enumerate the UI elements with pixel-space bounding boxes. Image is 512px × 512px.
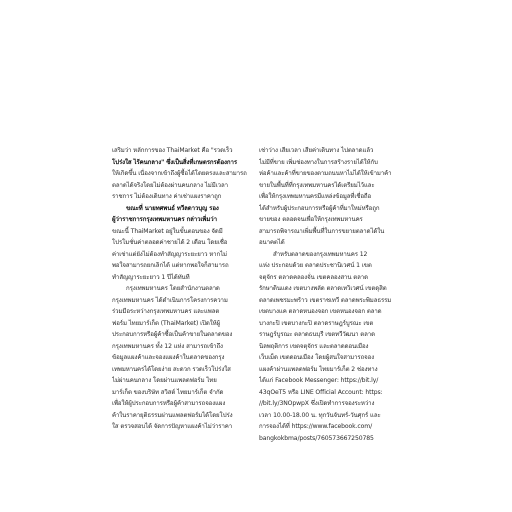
text-line: ผู้ว่าราชการกรุงเทพมหานคร กล่าวเพิ่มว่า — [112, 216, 217, 223]
text-line: บางกะปิ เขตบางกะปิ ตลาดราษฎร์บูรณะ เขต — [259, 319, 374, 327]
text-line: กรุงเทพมหานคร ได้ดำเนินการโครงการความ — [112, 296, 228, 304]
text-line: นิลพฤติการ เขตจตุจักร และตลาดดอนเมือง — [259, 342, 369, 350]
text-line: มาร์เก็ต ของบริษัท สวิสต์ ไทยมาร์เก็ต จำกัด — [112, 388, 224, 396]
text-line: ไม่ผ่านคนกลาง โดยผ่านแพลตฟอร์ม ไทย — [112, 377, 217, 384]
text-line: โปรโมชั่นค่าตลอดค่าชายได้ 2 เดือน โดยเชื่อ — [112, 239, 228, 246]
text-line: ขณะที่ นายทศพนธ์ ทวีลดาวบุญ รอง — [126, 204, 219, 212]
text-line: ใส ตรวจสอบได้ จัดการปัญหาแผงค้าไม่ว่าราคา — [112, 423, 233, 430]
text-line: จตุจักร ตลาดคลองจั่น เขตคลองสาน ตลาด — [259, 273, 368, 281]
text-line: ให้เกิดขึ้น เนื่องจากเข้าถึงผู้ซื้อได้โดยตรงและสามารถ — [112, 170, 247, 177]
text-line: ขายในพื้นที่ที่กรุงเทพมหานครได้เตรียมไว้และ — [259, 181, 375, 189]
text-line: การจองได้ที่ https://www.facebook.com/ — [259, 423, 373, 430]
text-line: กรุงเทพมหานคร โดยสำนักงานตลาด — [126, 285, 220, 292]
text-line: ราษฎร์บูรณะ ตลาดธนบุรี เขตทวีวัฒนา ตลาด — [259, 331, 375, 338]
text-line: แผงค้าผ่านแพลตฟอร์ม ไทยมาร์เก็ต 2 ช่องทาง — [259, 365, 378, 373]
text-line: สำหรับตลาดของกรุงเทพมหานคร 12 — [273, 250, 368, 258]
text-line: ขณะนี้ ThaiMarket อยู่ในขั้นตอนของ จัดมี — [112, 227, 223, 235]
text-line: 43qOeT5 หรือ LINE Official Account: https: — [259, 388, 383, 396]
text-line: เช่าว่าง เสียเวลา เสียค่าเดินทาง ไปตลาดแล้ว — [259, 147, 374, 154]
text-line: ราชการ ไม่ต้องเดินทาง ค่าเช่าแผงราคาถูก — [112, 193, 222, 200]
article-column-right — [259, 145, 401, 444]
text-line: ฟอร์ม ไทยมาร์เก็ต (ThaiMarket) เปิดให้ผู้ — [112, 319, 220, 327]
text-line: ทำสัญญาระยะยาว 1 ปีได้ทันที — [112, 273, 190, 281]
text-line: โปร่งใส ไร้คนกลาง" ซึ่งเป็นสิ่งที่เกษตรกรต้องการ — [112, 158, 238, 166]
text-line: เพื่อให้ผู้ประกอบการหรือผู้ค้าสามารถจองแผง — [112, 400, 226, 407]
text-line: เว็บเม็ด เขตดอนเมือง โดยผู้สนใจสามารถจอง — [259, 354, 375, 361]
text-line: ข้อมูลแผงค้าและจองแผงค้าในตลาดของกรุง — [112, 354, 225, 361]
text-line: แห่ง ประกอบด้วย ตลาดประชานิเวศน์ 1 เขต — [259, 262, 372, 269]
text-line: กรุงเทพมหานคร ทั้ง 12 แห่ง สามารถเข้าถึง — [112, 342, 223, 350]
text-line: เสริมว่า หลักการของ ThaiMarket คือ "รวดเร็ว — [112, 147, 233, 154]
text-line: พอใจสามารถยกเลิกได้ แต่หากพอใจก็สามารถ — [112, 262, 229, 269]
text-line: ขายของ ตลอดจนเพื่อให้กรุงเทพมหานคร — [259, 216, 363, 223]
text-line: ตลาดเพชรมะพร้าว เขตราชเทวี ตลาดพระพิมลธรรม — [259, 296, 392, 304]
text-line: เทพมหานครได้โดยง่าย สะดวก รวดเร็วโปร่งใส — [112, 365, 231, 373]
text-line: //bit.ly/3NOpwpX ซึ่งเปิดทำการจองระหว่าง — [259, 400, 375, 407]
text-line: รักษาดินแดง เขตบางพลัด ตลาดเทวิเวศน์ เขตดุสิต — [259, 285, 387, 292]
text-line: ได้สำหรับผู้ประกอบการหรือผู้ค้าที่มาใหม่หรือถูก — [259, 204, 380, 212]
article-column-left — [112, 145, 250, 433]
text-line: ประกอบการหรือผู้ค้าซื้อเป็นค้าขายในตลาดของ — [112, 331, 233, 338]
text-line: สามารถพิจารณาเพิ่มพื้นที่ในการขยายตลาดได้ใน — [259, 227, 385, 235]
text-line: ตลาดได้จริงโดยไม่ต้องผ่านคนกลาง ไม่มีเวลา — [112, 181, 228, 189]
text-line: ได้แก่ Facebook Messenger: https://bit.ly/ — [259, 377, 379, 384]
text-line: bangkokbma/posts/760573667250785 — [259, 434, 374, 442]
text-line: ไม่มีที่ขาย เพิ่มช่องทางในการสร้างรายได้ให้กับ — [259, 158, 378, 166]
text-line: ค้าในราคายุติธรรมผ่านแพลตฟอร์มได้โดยโปร่ง — [112, 411, 233, 419]
text-line: เวลา 10.00-18.00 น. ทุกวันจันทร์-วันศุกร์ และ — [259, 411, 381, 419]
text-line: เพื่อให้กรุงเทพมหานครมีแหล่งข้อมูลที่เชื่อถือ — [259, 193, 372, 200]
text-line: ค่าเช่าแต่ยังไม่ต้องทำสัญญาระยะยาว หากไม่ — [112, 250, 227, 258]
text-line: เขตบางแค ตลาดหนองจอก เขตหนองจอก ตลาด — [259, 308, 382, 315]
text-line: อนาคตได้ — [259, 239, 285, 246]
text-line: ห่อค้าและค้าที่ขายของตามถนนหาไม่ได้ให้เข้ามาค้า — [259, 170, 392, 177]
text-line: ร่วมมือระหว่างกรุงเทพมหานคร และแพลต — [112, 308, 220, 315]
